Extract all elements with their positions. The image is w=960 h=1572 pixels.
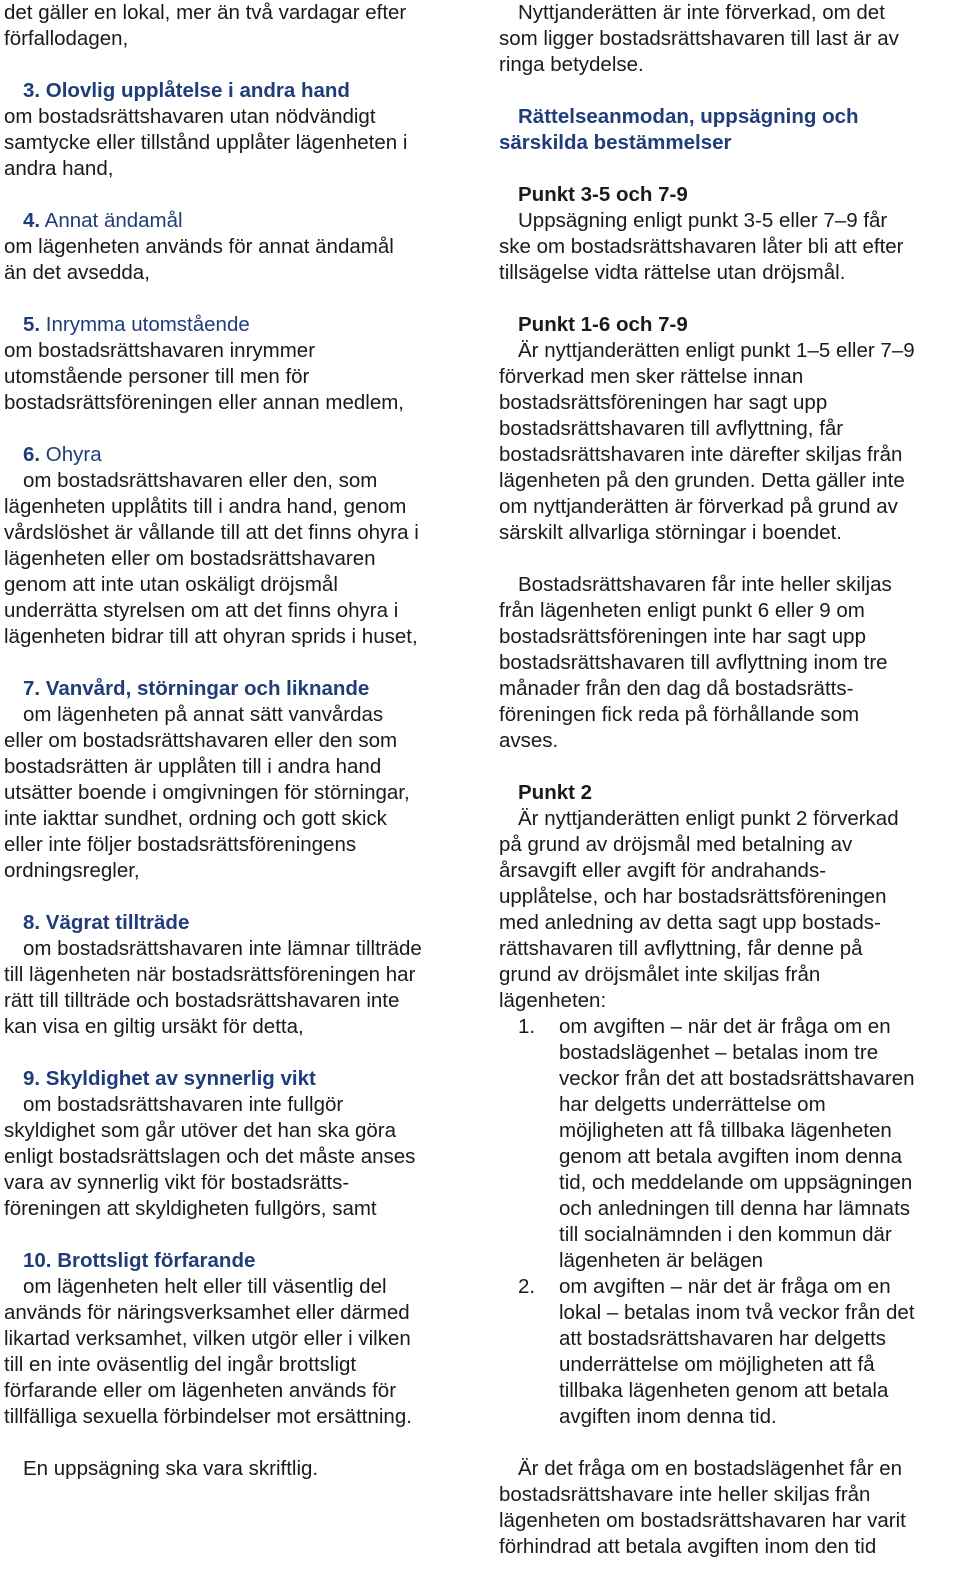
section-6-first-line: om bostadsrättshavaren eller den, som	[23, 469, 378, 492]
punkt-1-6-7-9-body: förverkad men sker rättelse innan bostadsrättsföreningen har sagt upp bostadsrättshavaren till avflyttning, får bostadsrättshavaren inte därefter skiljas från lägenheten på den grunden. Detta gäller inte om nyttjanderätten är förverkad på grund av särskilt allvarliga störningar i boendet.	[499, 365, 905, 544]
punkt-2-body: på grund av dröjsmål med betalning av årsavgift eller avgift för andrahands- upplåtelse, och har bostadsrättsföreningen med anledning av detta sagt upp bostads- rättshavaren till avflyttning, får denne på grund av dröjsmålet inte skiljas från lägenheten:	[499, 833, 887, 1012]
section-9-heading	[4, 1066, 474, 1092]
section-8-number: 8.	[23, 911, 41, 934]
right-heading: Rättelseanmodan, uppsägning och	[518, 105, 859, 128]
section-4-title: Annat ändamål	[40, 209, 183, 232]
section-7-heading	[4, 676, 474, 702]
section-5-heading	[4, 312, 474, 338]
punkt-1-6-7-9-title: Punkt 1-6 och 7-9	[518, 313, 688, 336]
punkt-2-title: Punkt 2	[518, 781, 593, 804]
list-item-number: 2.	[518, 1275, 536, 1298]
section-5-body: utomstående personer till men för bostadsrättsföreningen eller annan medlem,	[4, 365, 404, 414]
punkt-3-5-7-9-first-line: Uppsägning enligt punkt 3-5 eller 7–9 får	[518, 209, 888, 232]
list-item-number: 1.	[518, 1015, 536, 1038]
list-item-text: om avgiften – när det är fråga om en lokal – betalas inom två veckor från det att bostadsrättshavaren har delgetts underrättelse om möjligheten att få tillbaka lägenheten genom att betala avgiften inom denna tid.	[559, 1275, 915, 1428]
section-9-body: skyldighet som går utöver det han ska göra enligt bostadsrättslagen och det måste anses vara av synnerlig vikt för bostadsrätts- föreningen att skyldigheten fullgörs, samt	[4, 1119, 416, 1220]
punkt-3-5-7-9-body: ske om bostadsrättshavaren låter bli att efter tillsägelse vidta rättelse utan dröjsmål.	[499, 235, 904, 284]
section-6-title: Ohyra	[40, 443, 102, 466]
section-3-first-line: om bostadsrättshavaren utan nödvändigt	[4, 105, 376, 128]
list-item	[499, 1274, 957, 1430]
section-3-body: samtycke eller tillstånd upplåter lägenheten i andra hand,	[4, 131, 408, 180]
paragraph-bostadslagenhet-first-line: Är det fråga om en bostadslägenhet får en	[518, 1457, 903, 1480]
paragraph-bostadslagenhet-body: bostadsrättshavare inte heller skiljas från lägenheten om bostadsrättshavaren har varit förhindrad att betala avgiften inom den tid	[499, 1483, 906, 1558]
section-5-title: Inrymma utomstående	[40, 313, 250, 336]
numbered-list	[499, 1014, 957, 1430]
section-8-heading	[4, 910, 474, 936]
section-7-first-line: om lägenheten på annat sätt vanvårdas	[23, 703, 384, 726]
section-9-title: Skyldighet av synnerlig vikt	[40, 1067, 316, 1090]
paragraph-skiljas-first-line: Bostadsrättshavaren får inte heller skiljas	[518, 573, 892, 596]
list-item	[499, 1014, 957, 1274]
right-column	[499, 0, 957, 1560]
paragraph-skiljas-body: från lägenheten enligt punkt 6 eller 9 om bostadsrättsföreningen inte har sagt upp bostadsrättshavaren till avflyttning inom tre månader från den dag då bostadsrätts- föreningen fick reda på förhållande som avses.	[499, 599, 888, 752]
section-5-number: 5.	[23, 313, 41, 336]
section-4-heading	[4, 208, 474, 234]
section-10-title: Brottsligt förfarande	[51, 1249, 256, 1272]
list-item-text: om avgiften – när det är fråga om en bostadslägenhet – betalas inom tre veckor från det att bostadsrättshavaren har delgetts underrättelse om möjligheten att få tillbaka lägenheten genom att betala avgiften inom denna tid, och meddelande om uppsägningen och anledningen till denna har lämnats till socialnämnden i den kommun där lägenheten är belägen	[559, 1015, 915, 1272]
section-5-first-line: om bostadsrättshavaren inrymmer	[4, 339, 316, 362]
closing-text: En uppsägning ska vara skriftlig.	[23, 1457, 319, 1480]
section-10-number: 10.	[23, 1249, 52, 1272]
section-10-body: används för näringsverksamhet eller därmed likartad verksamhet, vilken utgör eller i vilken till en inte oväsentlig del ingår brottsligt förfarande eller om lägenheten används för tillfälliga sexuella förbindelser mot ersättning.	[4, 1301, 412, 1428]
section-4-first-line: om lägenheten används för annat ändamål	[4, 235, 394, 258]
section-10-first-line: om lägenheten helt eller till väsentlig del	[23, 1275, 387, 1298]
punkt-1-6-7-9-first-line: Är nyttjanderätten enligt punkt 1–5 eller 7–9	[518, 339, 915, 362]
section-4-number: 4.	[23, 209, 41, 232]
intro-text: det gäller en lokal, mer än två vardagar efter förfallodagen,	[4, 1, 407, 50]
section-10-heading	[4, 1248, 474, 1274]
right-heading-continued: särskilda bestämmelser	[499, 131, 732, 154]
section-4-body: än det avsedda,	[4, 261, 150, 284]
left-column	[4, 0, 474, 1482]
section-8-body: till lägenheten när bostadsrättsföreningen har rätt till tillträde och bostadsrättshavaren inte kan visa en giltig ursäkt för detta,	[4, 963, 416, 1038]
section-7-title: Vanvård, störningar och liknande	[40, 677, 370, 700]
section-8-first-line: om bostadsrättshavaren inte lämnar tillträde	[23, 937, 422, 960]
section-9-first-line: om bostadsrättshavaren inte fullgör	[23, 1093, 344, 1116]
right-intro-first-line: Nyttjanderätten är inte förverkad, om det	[518, 1, 885, 24]
section-9-number: 9.	[23, 1067, 41, 1090]
section-7-body: eller om bostadsrättshavaren eller den som bostadsrätten är upplåten till i andra hand utsätter boende i omgivningen för störningar, inte iakttar sundhet, ordning och gott skick eller inte följer bostadsrättsföreningens ordningsregler,	[4, 729, 410, 882]
punkt-2-first-line: Är nyttjanderätten enligt punkt 2 förverkad	[518, 807, 899, 830]
section-6-heading	[4, 442, 474, 468]
section-6-number: 6.	[23, 443, 41, 466]
section-3-heading: 3. Olovlig upplåtelse i andra hand	[23, 79, 350, 102]
section-8-title: Vägrat tillträde	[40, 911, 190, 934]
right-intro-body: som ligger bostadsrättshavaren till last är av ringa betydelse.	[499, 27, 899, 76]
section-6-body: lägenheten upplåtits till i andra hand, genom vårdslöshet är vållande till att det finns ohyra i lägenheten eller om bostadsrättshavaren genom att inte utan oskäligt dröjsmål underrätta styrelsen om att det finns ohyra i lägenheten bidrar till att ohyran sprids i huset,	[4, 495, 419, 648]
punkt-3-5-7-9-title: Punkt 3-5 och 7-9	[518, 183, 688, 206]
section-7-number: 7.	[23, 677, 41, 700]
